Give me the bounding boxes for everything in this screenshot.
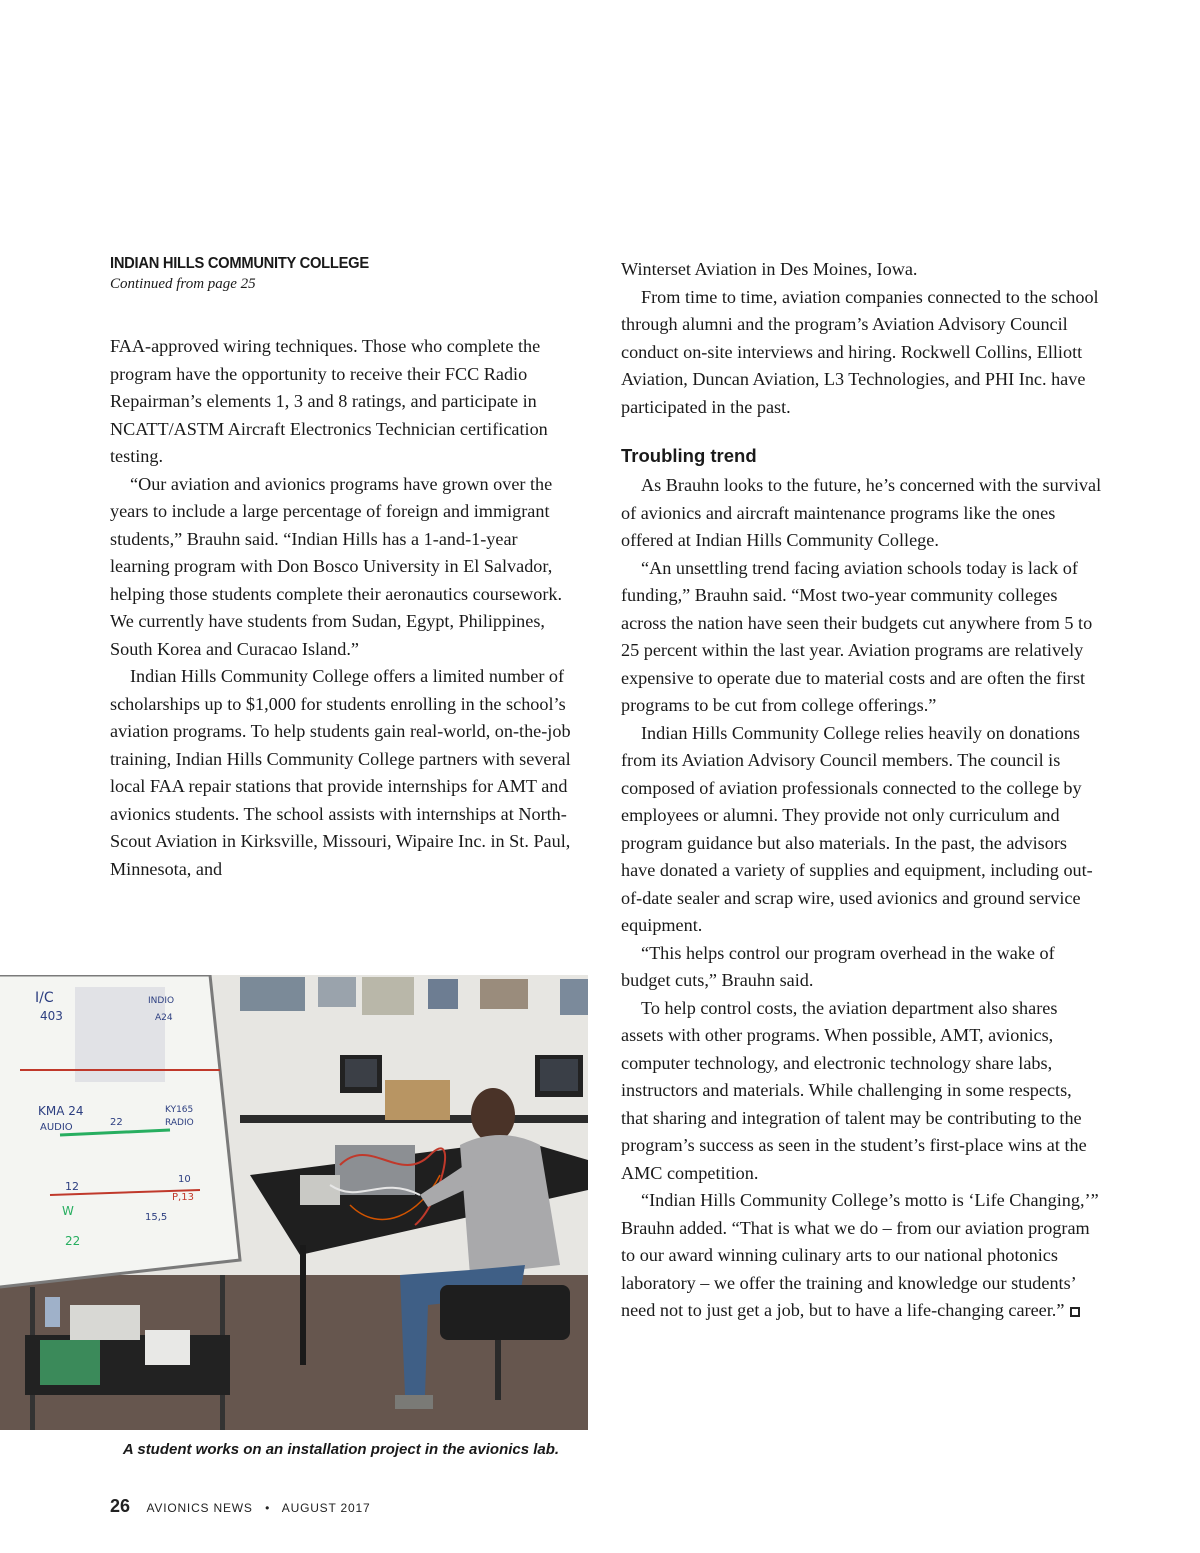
whiteboard-text: KMA 24 bbox=[38, 1104, 84, 1118]
body-paragraph: FAA-approved wiring techniques. Those who complete the program have the opportunity to receive their FCC Radio Repairman’s elements 1, 3 and 8 ratings, and participate in NCATT/ASTM Aircraft Electronics Technician certification testing. bbox=[110, 336, 548, 466]
whiteboard-text: KY165 bbox=[165, 1105, 194, 1115]
body-paragraph-text: “Indian Hills Community College’s motto is ‘Life Changing,’” Brauhn added. “That is what we do – from our aviation program to our award winning culinary arts to our national photonics laboratory – we offer the training and knowledge our students’ need not to just get a job, but to have a life-changing career.” bbox=[621, 1190, 1099, 1320]
section-subhead: Troubling trend bbox=[621, 445, 757, 466]
whiteboard-text: 22 bbox=[110, 1117, 123, 1128]
whiteboard-text: 22 bbox=[65, 1234, 81, 1248]
issue-date: AUGUST 2017 bbox=[281, 1501, 371, 1515]
right-column bbox=[621, 256, 1103, 1325]
footer-separator: • bbox=[265, 1501, 270, 1515]
photo-caption: A student works on an installation project in the avionics lab. bbox=[122, 1441, 560, 1458]
whiteboard-text: INDIO bbox=[148, 996, 175, 1006]
article-heading: INDIAN HILLS COMMUNITY COLLEGE bbox=[110, 255, 369, 272]
whiteboard-text: A24 bbox=[155, 1013, 173, 1023]
body-paragraph: Winterset Aviation in Des Moines, Iowa. bbox=[621, 259, 918, 279]
whiteboard-text: 403 bbox=[40, 1009, 63, 1023]
whiteboard-text: RADIO bbox=[165, 1118, 194, 1128]
whiteboard-text: 15,5 bbox=[145, 1212, 168, 1223]
publication-name: AVIONICS NEWS bbox=[146, 1501, 253, 1515]
body-paragraph: As Brauhn looks to the future, he’s concerned with the survival of avionics and aircraft maintenance programs like the ones offered at Indian Hills Community College. bbox=[621, 475, 1102, 550]
continued-note: Continued from page 25 bbox=[110, 276, 256, 292]
body-paragraph: “This helps control our program overhead in the wake of budget cuts,” Brauhn said. bbox=[621, 942, 1055, 990]
whiteboard bbox=[0, 975, 240, 1287]
body-paragraph-last bbox=[621, 1187, 1103, 1325]
page-number: 26 bbox=[110, 1496, 131, 1516]
whiteboard-text: I/C bbox=[35, 990, 54, 1006]
left-column bbox=[110, 255, 580, 883]
whiteboard-text: W bbox=[62, 1204, 74, 1218]
body-paragraph: To help control costs, the aviation department also shares assets with other programs. When possible, AMT, avionics, computer technology, and electronic technology share labs, instructors and materials. While challenging in some respects, that sharing and integration of talent may be contributing to the program’s success as seen in the student’s first-place wins at the AMC competition. bbox=[621, 997, 1087, 1183]
whiteboard-text: P,13 bbox=[172, 1192, 194, 1203]
lab-photo-illustration bbox=[0, 975, 588, 1430]
body-paragraph: Indian Hills Community College offers a limited number of scholarships up to $1,000 for students enrolling in the school’s aviation programs. To help students gain real-world, on-the-job training, Indian Hills Community College partners with several local FAA repair stations that provide internships for AMT and avionics students. The school assists with internships at North-Scout Aviation in Kirksville, Missouri, Wipaire Inc. in St. Paul, Minnesota, and bbox=[110, 666, 571, 879]
whiteboard-text: 12 bbox=[65, 1180, 79, 1193]
whiteboard-text: 10 bbox=[178, 1174, 191, 1185]
page-footer bbox=[110, 1496, 370, 1517]
body-paragraph: “An unsettling trend facing aviation schools today is lack of funding,” Brauhn said. “Most two-year community colleges across the nation have seen their budgets cut anywhere from 5 to 25 percent within the last year. Aviation programs are relatively expensive to operate due to material costs and are often the first programs to be cut from college offerings.” bbox=[621, 557, 1093, 715]
lab-photo bbox=[0, 975, 588, 1430]
body-paragraph: From time to time, aviation companies connected to the school through alumni and the program’s Aviation Advisory Council conduct on-site interviews and hiring. Rockwell Collins, Elliott Aviation, Duncan Aviation, L3 Technologies, and PHI Inc. have participated in the past. bbox=[621, 286, 1099, 417]
end-of-article-icon bbox=[1070, 1307, 1080, 1317]
body-paragraph: Indian Hills Community College relies heavily on donations from its Aviation Advisory Council members. The council is composed of aviation professionals connected to the college by employees or alumni. They provide not only curriculum and program guidance but also materials. In the past, the advisors have donated a variety of supplies and equipment, including out-of-date sealer and scrap wire, used avionics and ground service equipment. bbox=[621, 722, 1093, 935]
body-paragraph: “Our aviation and avionics programs have grown over the years to include a large percentage of foreign and immigrant students,” Brauhn said. “Indian Hills has a 1-and-1-year learning program with Don Bosco University in El Salvador, helping those students complete their aeronautics coursework. We currently have students from Sudan, Egypt, Philippines, South Korea and Curacao Island.” bbox=[110, 473, 563, 659]
whiteboard-text: AUDIO bbox=[40, 1122, 73, 1133]
